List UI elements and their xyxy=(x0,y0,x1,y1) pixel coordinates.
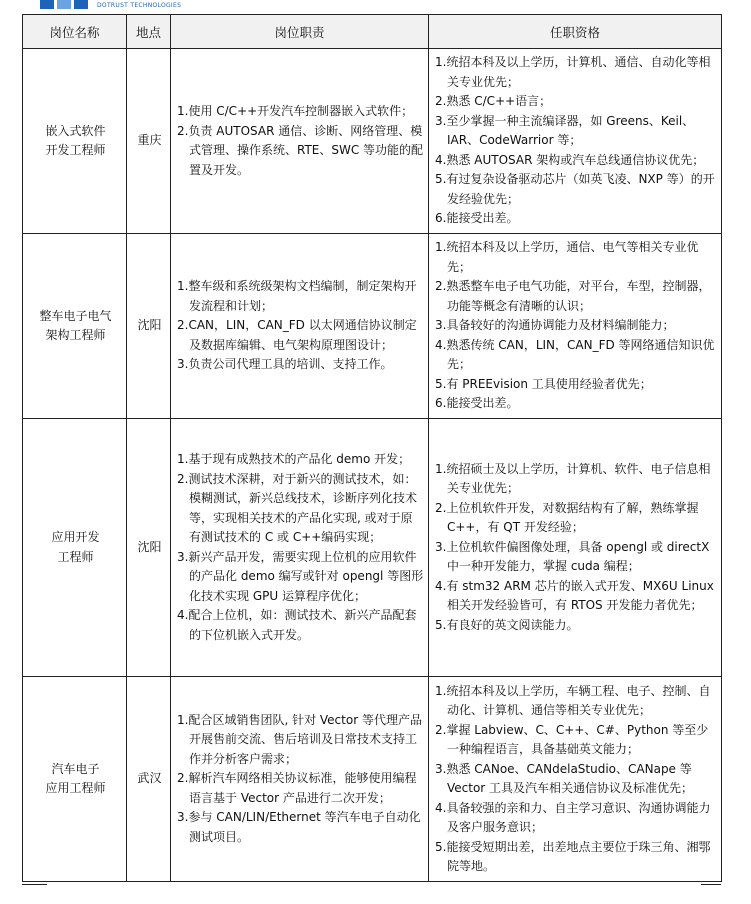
list-item: 2.测试技术深耕，对于新兴的测试技术，如：模糊测试，新兴总线技术，诊断序列化技术等，实现相关技术的产品化实现, 或对于原有测试技术的 C 或 C++编码实现； xyxy=(177,471,418,544)
list-item: 3.新兴产品开发，需要实现上位机的应用软件的产品化 demo 编写或针对 opengl 等图形化技术实现 GPU 运算程序优化； xyxy=(177,549,424,603)
list-item: 3.参与 CAN/LIN/Ethernet 等汽车电子自动化测试项目。 xyxy=(177,810,421,844)
job-location: 沈阳 xyxy=(127,419,171,677)
list-item: 3.至少掌握一种主流编译器，如 Greens、Keil、IAR、CodeWarrior 等； xyxy=(435,113,695,148)
job-location: 重庆 xyxy=(127,49,171,234)
job-duties xyxy=(171,677,429,882)
company-logo xyxy=(40,0,181,9)
list-item: 5.能接受短期出差，出差地点主要位于珠三角、湘鄂院等地。 xyxy=(435,839,711,873)
list-item: 4.熟悉 AUTOSAR 架构或汽车总线通信协议优先； xyxy=(435,152,705,167)
column-header-title: 岗位名称 xyxy=(23,15,127,49)
job-duties xyxy=(171,49,429,234)
table-row xyxy=(23,677,722,882)
list-item: 1.基于现有成熟技术的产品化 demo 开发； xyxy=(177,452,411,466)
job-qualifications xyxy=(429,419,722,677)
list-item: 1.统招本科及以上学历，车辆工程、电子、控制、自动化、计算机、通信等相关专业优先； xyxy=(435,683,711,717)
list-item: 4.具备较强的亲和力、自主学习意识、沟通协调能力及客户服务意识； xyxy=(435,800,711,834)
list-item: 2.上位机软件开发，对数据结构有了解，熟练掌握 C++，有 QT 开发经验； xyxy=(435,500,699,535)
list-item: 4.有 stm32 ARM 芯片的嵌入式开发、MX6U Linux 相关开发经验皆可，有 RTOS 开发能力者优先； xyxy=(435,578,714,613)
job-title: 应用开发 工程师 xyxy=(23,419,127,677)
list-item: 5.有 PREEvision 工具使用经验者优先； xyxy=(435,376,652,391)
list-item: 6.能接受出差。 xyxy=(435,396,519,411)
list-item: 2.解析汽车网络相关协议标准，能够使用编程语言基于 Vector 产品进行二次开发； xyxy=(177,771,417,805)
job-location: 武汉 xyxy=(127,677,171,882)
list-item: 2.熟悉整车电子电气功能，对平台，车型，控制器，功能等概念有清晰的认识； xyxy=(435,279,711,313)
job-qualifications xyxy=(429,677,722,882)
job-title: 汽车电子 应用工程师 xyxy=(23,677,127,882)
list-item: 2.掌握 Labview、C、C++、C#、Python 等至少一种编程语言，具备基础英文能力； xyxy=(435,722,709,756)
job-qualifications xyxy=(429,234,722,419)
list-item: 2.熟悉 C/C++语言； xyxy=(435,94,552,109)
table-row xyxy=(23,234,722,419)
column-header-qualifications: 任职资格 xyxy=(429,15,722,49)
footer-rule-right xyxy=(701,884,721,885)
list-item: 3.上位机软件偏图像处理，具备 opengl 或 directX 中一种开发能力，掌握 cuda 编程； xyxy=(435,539,710,574)
logo-square-icon xyxy=(40,0,54,9)
list-item: 1.统招本科及以上学历，计算机、通信、自动化等相关专业优先； xyxy=(435,55,711,89)
logo-square-icon xyxy=(74,0,88,9)
table-row xyxy=(23,49,722,234)
list-item: 3.具备较好的沟通协调能力及材料编制能力； xyxy=(435,318,675,333)
job-title: 整车电子电气 架构工程师 xyxy=(23,234,127,419)
brand-name: DOTRUST TECHNOLOGIES xyxy=(97,2,182,9)
list-item: 1.配合区域销售团队, 针对 Vector 等代理产品开展售前交流、售后培训及日常技术支持工作并分析客户需求； xyxy=(177,712,422,766)
job-duties xyxy=(171,419,429,677)
list-item: 6.能接受出差。 xyxy=(435,211,519,226)
list-item: 2.负责 AUTOSAR 通信、诊断、网络管理、模式管理、操作系统、RTE、SWC 等功能的配置及开发。 xyxy=(177,123,424,177)
job-qualifications xyxy=(429,49,722,234)
list-item: 5.有良好的英文阅读能力。 xyxy=(435,617,579,632)
list-item: 1.统招本科及以上学历，通信、电气等相关专业优先； xyxy=(435,240,699,274)
logo-square-icon xyxy=(57,0,71,9)
list-item: 4.配合上位机，如：测试技术、新兴产品配套的下位机嵌入式开发。 xyxy=(177,608,417,642)
list-item: 3.熟悉 CANoe、CANdelaStudio、CANape 等 Vector 工具及汽车相关通信协议及标准优先； xyxy=(435,761,694,795)
job-table xyxy=(22,14,722,882)
list-item: 4.熟悉传统 CAN，LIN，CAN_FD 等网络通信知识优先； xyxy=(435,337,715,372)
table-row xyxy=(23,419,722,677)
list-item: 2.CAN，LIN，CAN_FD 以太网通信协议制定及数据库编辑、电气架构原理图设计； xyxy=(177,318,417,352)
job-location: 沈阳 xyxy=(127,234,171,419)
list-item: 5.有过复杂设备驱动芯片（如英飞凌、NXP 等）的开发经验优先； xyxy=(435,172,715,206)
column-header-location: 地点 xyxy=(127,15,171,49)
list-item: 1.统招硕士及以上学历，计算机、软件、电子信息相关专业优先； xyxy=(435,461,711,496)
list-item: 3.负责公司代理工具的培训、支持工作。 xyxy=(177,357,393,372)
list-item: 1.整车级和系统级架构文档编制，制定架构开发流程和计划； xyxy=(177,279,417,313)
list-item: 1.使用 C/C++开发汽车控制器嵌入式软件； xyxy=(177,104,414,118)
job-duties xyxy=(171,234,429,419)
footer-rule-left xyxy=(22,884,47,885)
table-header-row xyxy=(23,15,722,49)
job-title: 嵌入式软件 开发工程师 xyxy=(23,49,127,234)
column-header-duties: 岗位职责 xyxy=(171,15,429,49)
